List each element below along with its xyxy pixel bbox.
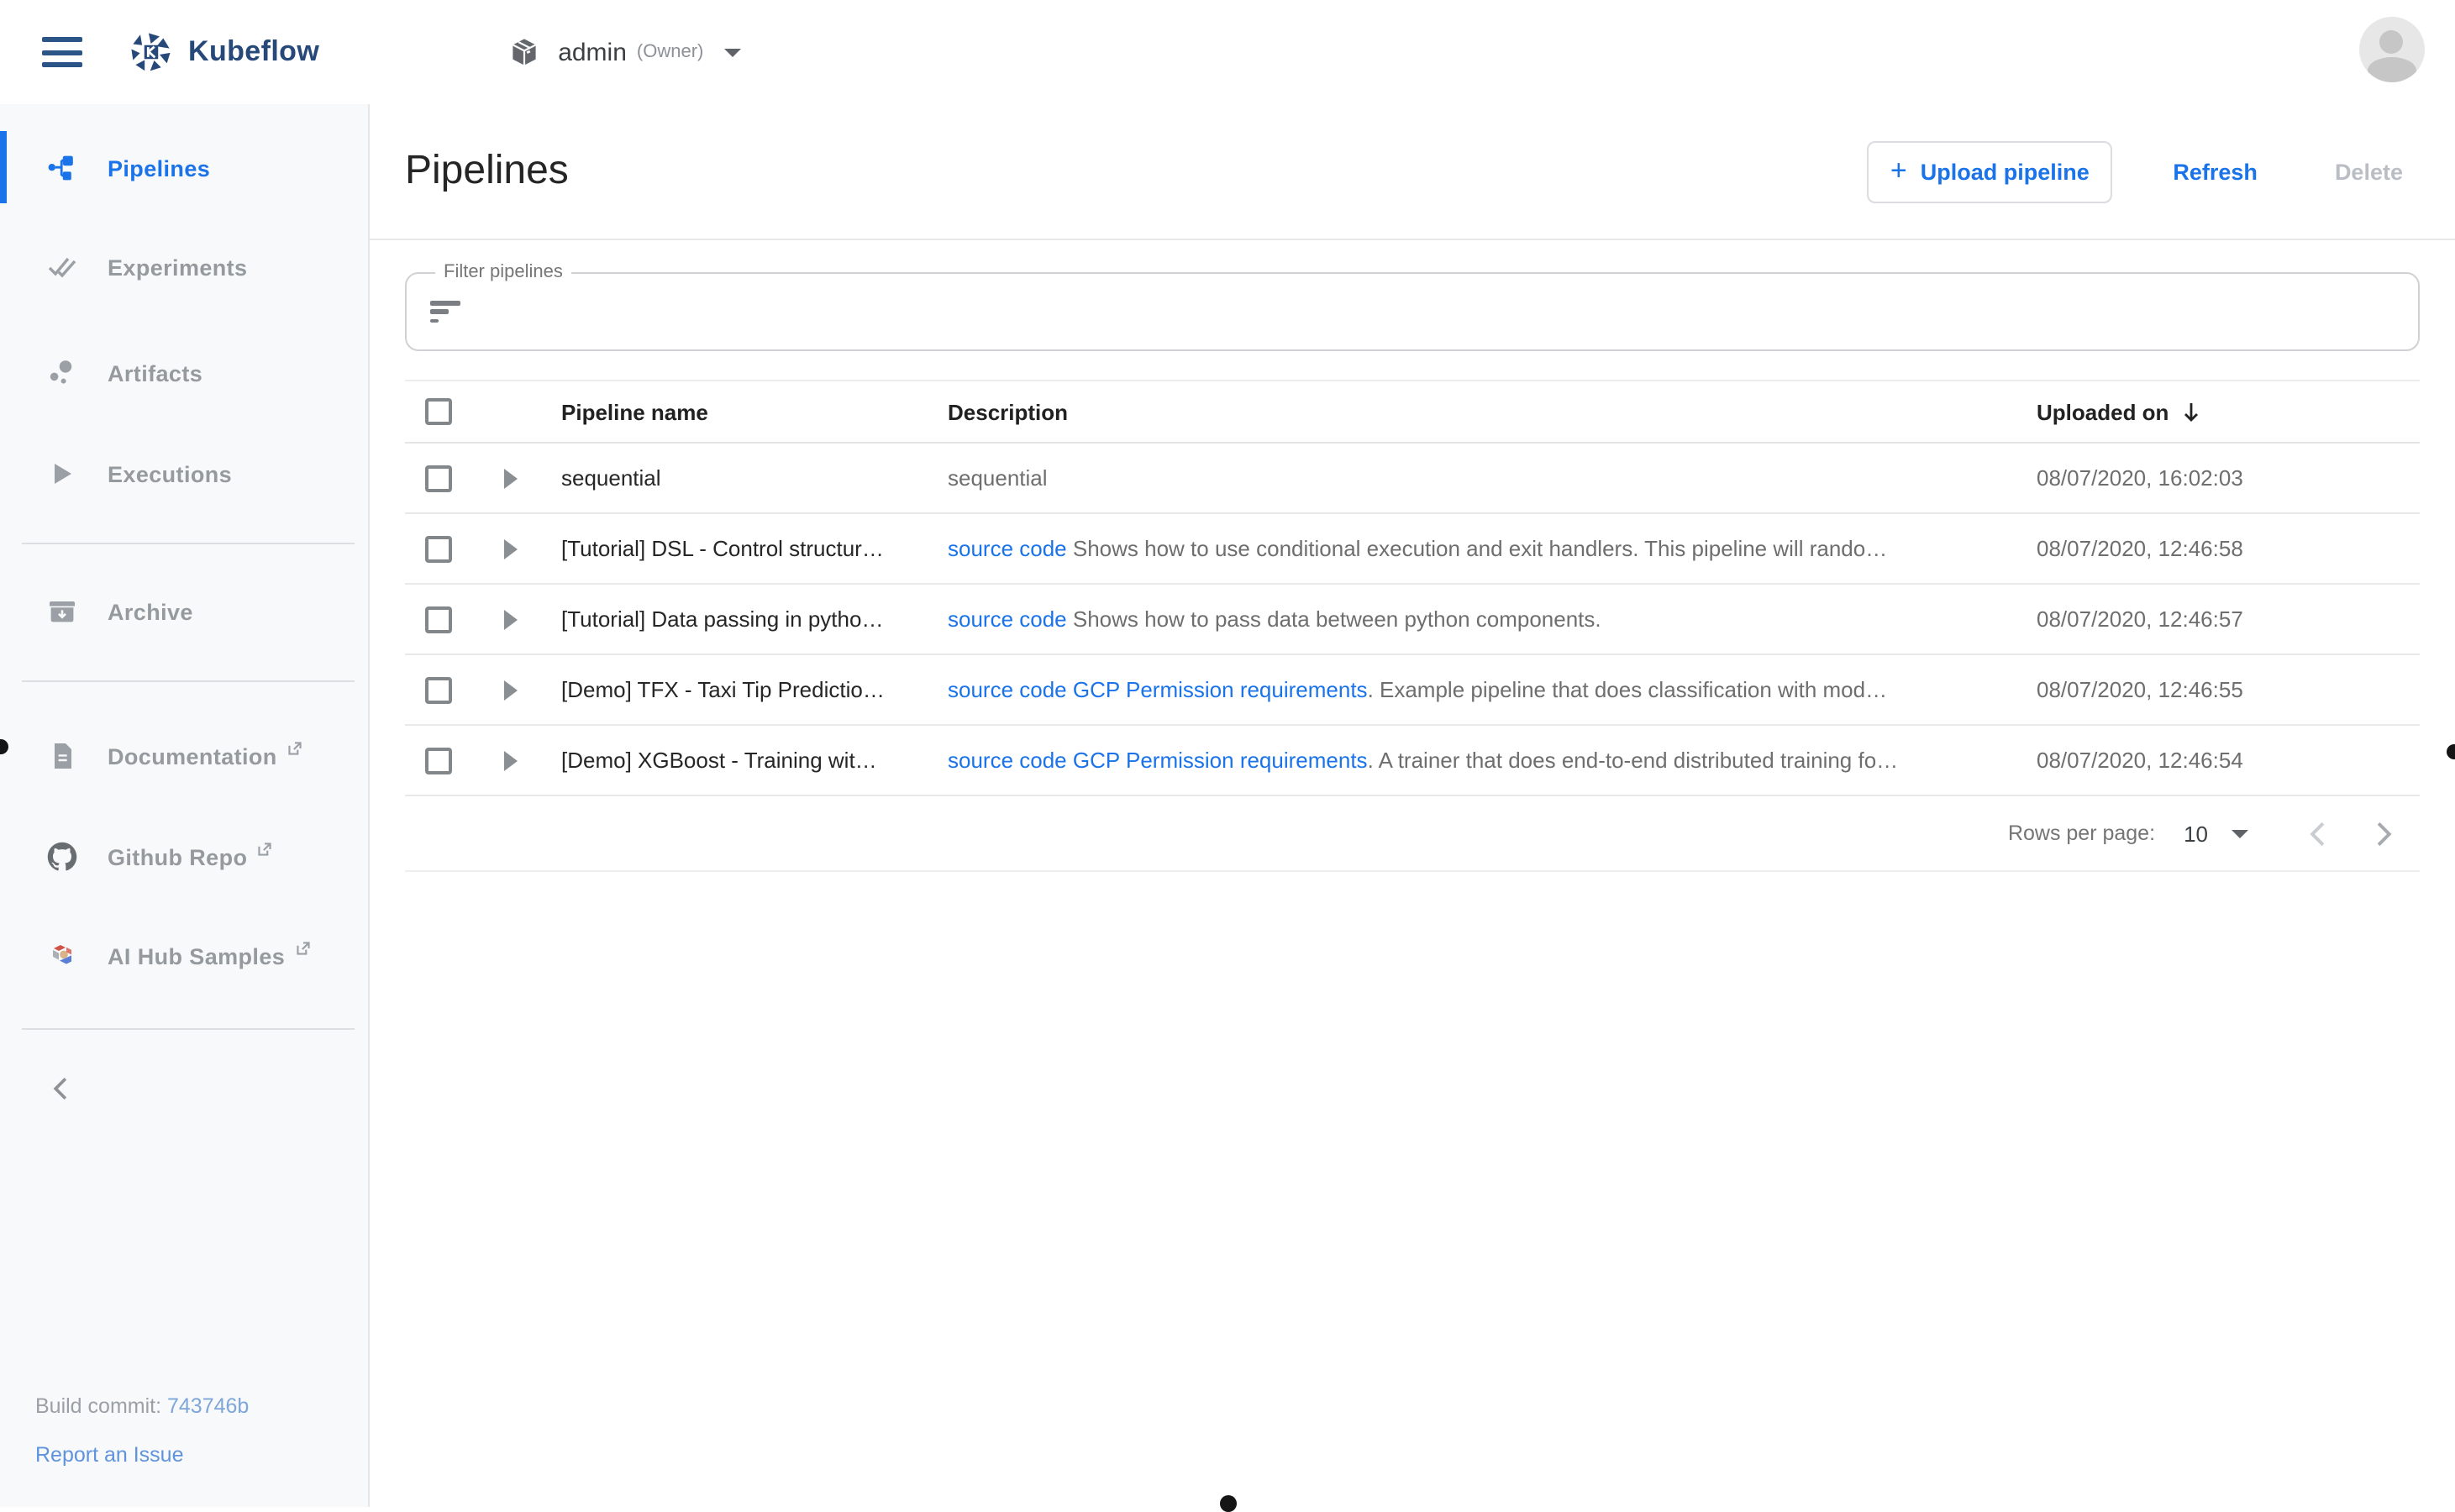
- expand-arrow-icon: [502, 680, 519, 700]
- sidebar-item-label: Archive: [108, 599, 193, 624]
- upload-pipeline-button[interactable]: + Upload pipeline: [1867, 140, 2112, 202]
- table-row[interactable]: [405, 655, 2420, 726]
- table-row[interactable]: [405, 726, 2420, 796]
- pipelines-table: [405, 380, 2420, 872]
- namespace-name: admin: [558, 38, 627, 66]
- row-checkbox[interactable]: [425, 606, 452, 633]
- pipelines-list-section: [370, 262, 2455, 872]
- column-header-description: Description: [948, 399, 1069, 424]
- source-code-link[interactable]: source code: [948, 677, 1067, 702]
- row-checkbox[interactable]: [425, 747, 452, 774]
- expand-arrow-icon: [502, 468, 519, 488]
- select-all-checkbox[interactable]: [425, 398, 452, 425]
- external-link-icon: [257, 841, 272, 856]
- page-title: Pipelines: [405, 148, 569, 193]
- sidebar-item-label: Github Repo: [108, 844, 248, 869]
- filter-field-label: Filter pipelines: [435, 262, 571, 282]
- row-checkbox[interactable]: [425, 535, 452, 562]
- archive-icon: [47, 596, 77, 627]
- sidebar-item-documentation[interactable]: [0, 722, 368, 790]
- sidebar-item-label: Executions: [108, 461, 233, 486]
- row-checkbox[interactable]: [425, 676, 452, 703]
- report-issue-link[interactable]: Report an Issue: [35, 1443, 184, 1467]
- source-code-link[interactable]: source code: [948, 536, 1067, 561]
- sidebar-item-label: Documentation: [108, 743, 277, 769]
- rows-per-page-value[interactable]: 10: [2184, 821, 2208, 846]
- sidebar-item-artifacts[interactable]: [0, 339, 368, 407]
- pipeline-description: source code GCP Permission requirements. A trainer that does end-to-end distributed training fo…: [948, 748, 1899, 773]
- row-checkbox[interactable]: [425, 465, 452, 491]
- namespace-package-icon: [509, 37, 539, 67]
- rows-per-page-caret-icon[interactable]: [2232, 829, 2248, 837]
- page-header: [370, 104, 2455, 240]
- sidebar-item-experiments[interactable]: [0, 234, 368, 301]
- pipelines-icon: [47, 153, 77, 183]
- experiments-icon: [47, 252, 77, 282]
- expand-arrow-icon: [502, 750, 519, 770]
- expand-row-button[interactable]: [496, 463, 526, 493]
- sidebar-item-ai-hub-samples[interactable]: [0, 922, 368, 990]
- namespace-role: (Owner): [636, 42, 704, 62]
- github-icon: [47, 842, 77, 872]
- pipeline-description: source code Shows how to pass data between python components.: [948, 606, 1601, 632]
- ai-hub-cube-icon: [47, 941, 77, 971]
- sidebar-divider: [22, 680, 355, 682]
- plus-icon: +: [1890, 155, 1907, 186]
- document-icon: [47, 741, 77, 771]
- hamburger-menu-icon[interactable]: [42, 37, 82, 67]
- sidebar-item-github-repo[interactable]: [0, 823, 368, 890]
- pipeline-name[interactable]: [Tutorial] DSL - Control structur…: [561, 536, 884, 561]
- pipeline-description: source code Shows how to use conditional execution and exit handlers. This pipeline will rando…: [948, 536, 1888, 561]
- sidebar-footer: [35, 1394, 249, 1467]
- table-row[interactable]: [405, 585, 2420, 655]
- chevron-left-icon: [50, 1077, 71, 1100]
- next-page-button[interactable]: [2376, 821, 2393, 846]
- avatar-person-icon: [2379, 30, 2403, 54]
- filter-field: [405, 262, 2420, 351]
- rows-per-page-label: Rows per page:: [2007, 822, 2156, 845]
- refresh-button[interactable]: Refresh: [2156, 149, 2274, 194]
- filter-icon: [430, 301, 460, 323]
- namespace-selector[interactable]: [509, 37, 740, 67]
- capture-artifact: [1220, 1495, 1237, 1512]
- pipeline-name[interactable]: sequential: [561, 465, 661, 491]
- chevron-right-icon: [2376, 821, 2393, 846]
- namespace-caret-icon: [723, 48, 740, 56]
- column-header-uploaded-on[interactable]: Uploaded on: [2037, 399, 2420, 424]
- column-header-pipeline-name: Pipeline name: [561, 399, 708, 424]
- brand-wordmark: Kubeflow: [188, 35, 320, 67]
- collapse-sidebar-button[interactable]: [44, 1072, 77, 1105]
- source-code-link[interactable]: source code: [948, 606, 1067, 632]
- uploaded-date: 08/07/2020, 12:46:54: [2037, 748, 2243, 773]
- uploaded-date: 08/07/2020, 16:02:03: [2037, 465, 2243, 491]
- sidebar-divider: [22, 1028, 355, 1030]
- gcp-permission-link[interactable]: GCP Permission requirements: [1072, 677, 1368, 702]
- sidebar-nav: [0, 104, 370, 1507]
- filter-input[interactable]: [481, 272, 2398, 351]
- external-link-icon: [295, 940, 310, 955]
- expand-row-button[interactable]: [496, 675, 526, 705]
- build-commit-link[interactable]: 743746b: [167, 1394, 250, 1418]
- uploaded-date: 08/07/2020, 12:46:57: [2037, 606, 2243, 632]
- table-pagination: [405, 796, 2420, 872]
- sidebar-item-label: AI Hub Samples: [108, 943, 286, 969]
- source-code-link[interactable]: source code: [948, 748, 1067, 773]
- expand-arrow-icon: [502, 538, 519, 559]
- sort-descending-icon: [2180, 401, 2200, 423]
- user-avatar[interactable]: [2359, 17, 2425, 82]
- sidebar-item-archive[interactable]: [0, 578, 368, 645]
- sidebar-item-label: Experiments: [108, 255, 248, 280]
- sidebar-item-label: Pipelines: [108, 155, 211, 181]
- kubeflow-logo-icon: [129, 30, 173, 74]
- sidebar-item-executions[interactable]: [0, 440, 368, 507]
- uploaded-date: 08/07/2020, 12:46:58: [2037, 536, 2243, 561]
- sidebar-item-pipelines[interactable]: [0, 134, 368, 202]
- sidebar-divider: [22, 543, 355, 544]
- expand-row-button[interactable]: [496, 533, 526, 564]
- expand-row-button[interactable]: [496, 745, 526, 775]
- sidebar-item-label: Artifacts: [108, 360, 203, 386]
- main-content: [370, 104, 2455, 1507]
- table-row[interactable]: [405, 514, 2420, 585]
- chevron-left-icon: [2309, 821, 2326, 846]
- previous-page-button[interactable]: [2309, 821, 2326, 846]
- pipeline-name[interactable]: [Tutorial] Data passing in pytho…: [561, 606, 884, 632]
- executions-icon: [47, 459, 77, 489]
- build-commit: Build commit: 743746b: [35, 1394, 250, 1418]
- table-row[interactable]: [405, 444, 2420, 514]
- pipeline-name[interactable]: [Demo] TFX - Taxi Tip Predictio…: [561, 677, 885, 702]
- pipeline-description: source code GCP Permission requirements. Example pipeline that does classification with mod…: [948, 677, 1888, 702]
- pipeline-name[interactable]: [Demo] XGBoost - Training wit…: [561, 748, 877, 773]
- gcp-permission-link[interactable]: GCP Permission requirements: [1072, 748, 1368, 773]
- uploaded-date: 08/07/2020, 12:46:55: [2037, 677, 2243, 702]
- expand-arrow-icon: [502, 609, 519, 629]
- kubeflow-brand[interactable]: [129, 30, 319, 74]
- delete-button[interactable]: Delete: [2318, 149, 2420, 194]
- top-app-bar: [0, 0, 2455, 104]
- table-header-row: [405, 380, 2420, 444]
- external-link-icon: [287, 740, 302, 755]
- pipeline-description: sequential: [948, 465, 1048, 491]
- expand-row-button[interactable]: [496, 604, 526, 634]
- artifacts-icon: [47, 358, 77, 388]
